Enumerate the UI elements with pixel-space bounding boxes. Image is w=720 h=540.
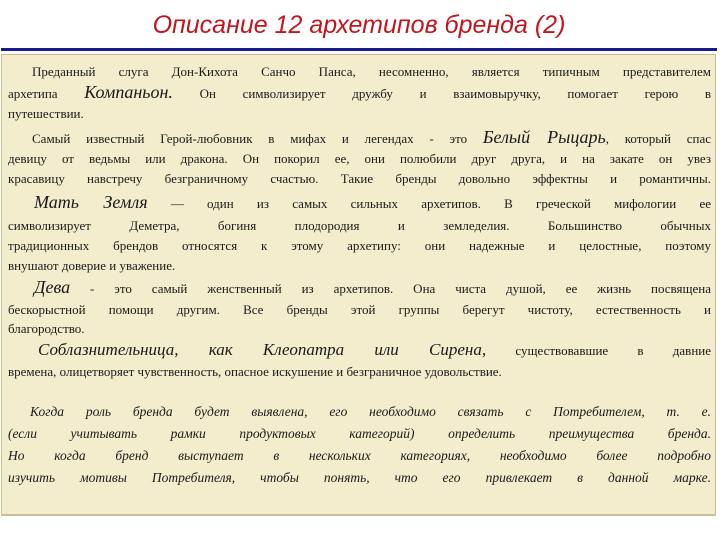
p6-line1: Когда роль бренда будет выявлена, его необходимо связать с Потребителем, т. е. <box>30 404 711 419</box>
p1-last: путешествии. <box>8 106 84 121</box>
paragraph-seductress-line2 <box>8 362 711 381</box>
p2-pre: Самый известный Герой-любовник в мифах и легендах - это <box>32 131 468 146</box>
archetype-seductress: Соблазнительница, как Клеопатра или Сирена, <box>38 340 487 359</box>
conclusion-line4 <box>8 467 711 488</box>
p4-post: - это самый женственный из архетипов. Она чиста душой, ее жизнь посвящена <box>90 281 711 296</box>
p2-last: красавицу навстречу безграничному счастью. Такие бренды довольно эффектны и романтичны. <box>8 171 711 186</box>
paragraph-lover-line3 <box>8 169 711 188</box>
paragraph-maiden-line2 <box>8 300 711 319</box>
paragraph-mother-earth-line3 <box>8 236 711 255</box>
p6-line2: (если учитывать рамки продуктовых категорий) определить преимущества бренда. <box>8 426 711 441</box>
paragraph-companion-line3 <box>8 104 711 123</box>
paragraph-maiden-line1 <box>8 278 711 298</box>
title-bar <box>1 2 717 51</box>
paragraph-companion-line2 <box>8 83 711 103</box>
p4-last: благородство. <box>8 321 85 336</box>
p3-line2: символизирует Деметра, богиня плодородия и земледелия. Большинство обычных <box>8 218 711 233</box>
p2-line2: девицу от ведьмы или дракона. Он покорил ее, они полюбили друг друга, и на закате он увез <box>8 151 711 166</box>
archetype-mother-earth: Мать Земля <box>34 192 148 212</box>
paragraph-mother-earth-line4 <box>8 256 711 275</box>
paragraph-companion-line1 <box>8 62 711 81</box>
paragraph-lover-line2 <box>8 149 711 168</box>
archetype-maiden: Дева <box>34 277 71 297</box>
p5-post: существовавшие в давние <box>515 343 712 358</box>
paragraph-lover-line1 <box>8 128 711 148</box>
paragraph-maiden-line3 <box>8 319 711 338</box>
paragraph-mother-earth-line2 <box>8 216 711 235</box>
p3-line3: традиционных брендов относятся к этому архетипу: они надежные и целостные, поэтому <box>8 238 711 253</box>
paragraph-seductress-line1 <box>8 340 711 360</box>
p6-line3: Но когда бренд выступает в нескольких категориях, необходимо более подробно <box>8 448 711 463</box>
p5-last: времена, олицетворяет чувственность, опасное искушение и безграничное удовольствие. <box>8 364 502 379</box>
slide-title: Описание 12 архетипов бренда (2) <box>152 10 566 39</box>
p1-post: Он символизирует дружбу и взаимовыручку, помогает герою в <box>199 86 712 101</box>
p2-post: , который спас <box>605 131 712 146</box>
p1-pre: архетипа <box>8 86 58 101</box>
bottom-strip <box>1 515 716 538</box>
p1-lead: Преданный слуга Дон-Кихота Санчо Панса, несомненно, является типичным представителем <box>32 64 711 79</box>
p3-post: — один из самых сильных архетипов. В греческой мифологии ее <box>170 196 711 211</box>
conclusion-line2 <box>8 423 711 444</box>
p6-line4: изучить мотивы Потребителя, чтобы понять, что его привлекает в данной марке. <box>8 470 711 485</box>
archetype-companion: Компаньон. <box>84 82 173 102</box>
p3-last: внушают доверие и уважение. <box>8 258 176 273</box>
conclusion-line1 <box>8 401 711 422</box>
slide-body <box>1 54 716 515</box>
archetype-white-knight: Белый Рыцарь <box>482 127 606 147</box>
conclusion-line3 <box>8 445 711 466</box>
p4-line2: бескорыстной помощи другим. Все бренды этой группы берегут чистоту, естественность и <box>8 302 711 317</box>
paragraph-mother-earth-line1 <box>8 193 711 213</box>
